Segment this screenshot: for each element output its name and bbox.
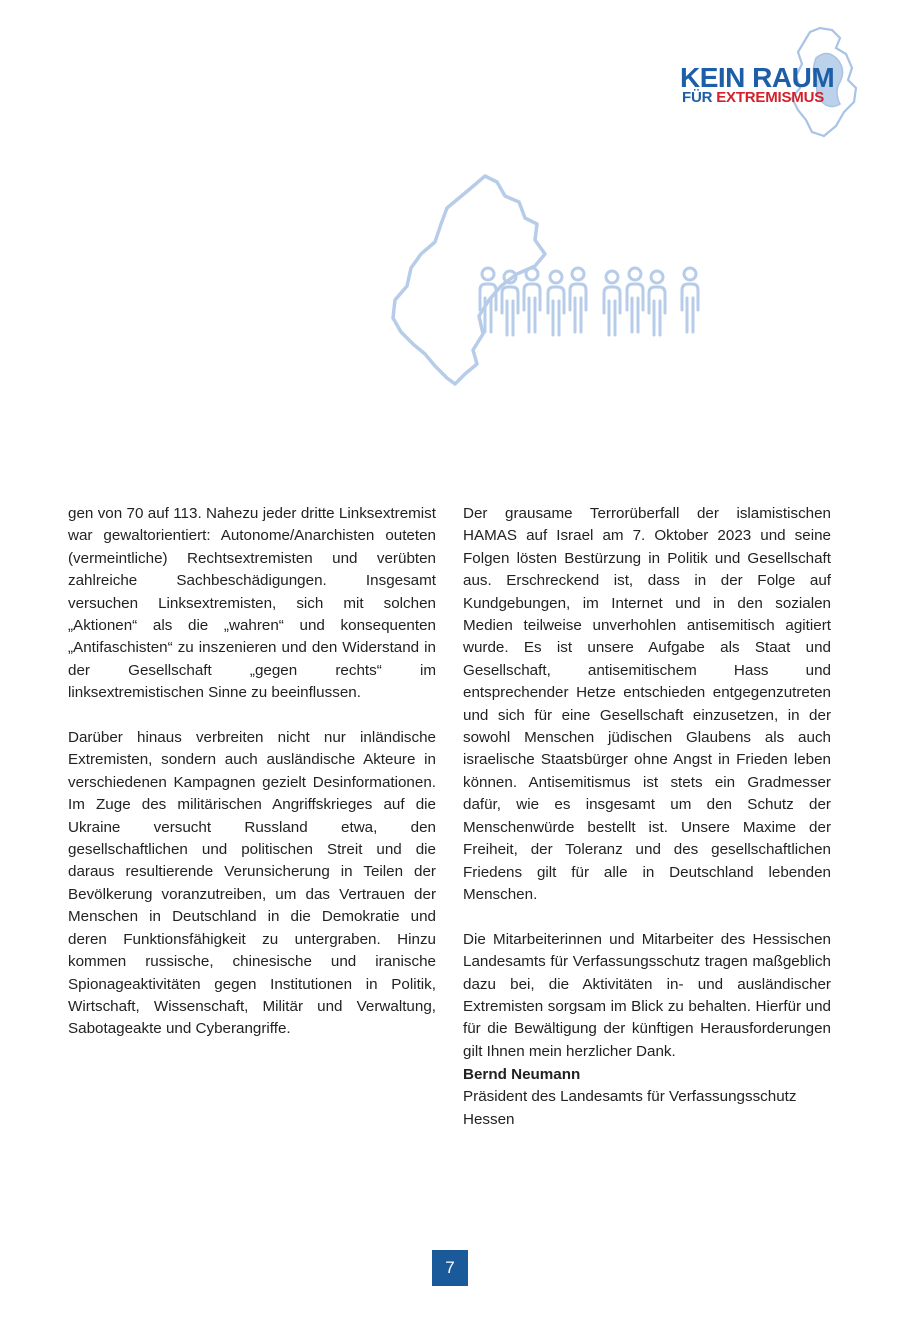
right-paragraph-2: Die Mitarbeiterinnen und Mitarbeiter des Hessischen Landesamts für Verfassungsschutz tragen maßgeblich dazu bei, die Aktivitäten in- und ausländischer Extremisten sorgsam im Blick zu behalten. Hierfür und für die Bewältigung der künftigen Herausforderungen gilt Ihnen mein herzlicher Dank.	[463, 930, 831, 1060]
person-figure	[570, 268, 586, 332]
logo-title: KEIN RAUM	[680, 62, 835, 93]
logo-subtitle-fuer: FÜR	[682, 89, 713, 106]
signature-role-line-1: Präsident des Landesamts für Verfassungsschutz	[463, 1088, 797, 1106]
logo-subtitle-extremismus: EXTREMISMUS	[716, 89, 825, 106]
left-paragraph-2: Darüber hinaus verbreiten nicht nur inländische Extremisten, sondern auch ausländische Akteure in verschiedenen Kampagnen gezielt Desinformationen. Im Zuge des militärischen Angriffskrieges auf die Ukraine versucht Russland etwa, den gesellschaftlichen und politischen Streit und die daraus resultierende Verunsicherung in Teilen der Bevölkerung voranzutreiben, um das Vertrauen der Menschen in Deutschland in die Demokratie und deren Funktionsfähigkeit zu untergraben. Hinzu kommen russische, chinesische und iranische Spionageaktivitäten gegen Institutionen in Politik, Wirtschaft, Wissenschaft, Militär und Verwaltung, Sabotageakte und Cyberangriffe.	[68, 729, 436, 1038]
person-figure	[524, 268, 540, 332]
hessen-map-with-people-icon	[385, 168, 715, 393]
signature-name: Bernd Neumann	[463, 1066, 581, 1083]
person-figure	[649, 271, 665, 335]
person-figure	[548, 271, 564, 335]
logo-subtitle	[682, 90, 824, 106]
person-figure	[604, 271, 620, 335]
right-column	[463, 503, 831, 1086]
left-paragraph-1: gen von 70 auf 113. Nahezu jeder dritte Linksextremist war gewaltorientiert: Autonome/Anarchisten outeten (vermeintliche) Rechtsextremisten und verübten zahlreiche Sachbeschädigungen. Insgesamt versuchen Linksextremisten, sich mit solchen „Aktionen“ als die „wahren“ und konsequenten „Antifaschisten“ zu inszenieren und den Widerstand in der Gesellschaft „gegen rechts“ im linksextremistischen Sinne zu beeinflussen.	[68, 505, 436, 702]
page-number: 7	[432, 1250, 468, 1286]
left-column	[68, 503, 436, 1063]
hessen-outline	[393, 176, 545, 384]
kein-raum-logo	[660, 18, 870, 148]
signature-role-line-2: Hessen	[463, 1110, 515, 1128]
person-figure	[682, 268, 698, 332]
right-paragraph-1: Der grausame Terrorüberfall der islamistischen HAMAS auf Israel am 7. Oktober 2023 und seine Folgen lösten Bestürzung in Politik und Gesellschaft aus. Erschreckend ist, dass in der Folge auf Kundgebungen, im Internet und in den sozialen Medien teilweise unverhohlen antisemitisch agitiert wurde. Es ist unsere Aufgabe als Staat und Gesellschaft, antisemitischem Hass und entsprechender Hetze entschieden entgegenzutreten und sich für eine Gesellschaft einzusetzen, in der sowohl Menschen jüdischen Glaubens als auch israelische Staatsbürger ohne Angst in Frieden leben können. Antisemitismus ist stets ein Gradmesser dafür, wie es insgesamt um den Schutz der Menschenwürde bestellt ist. Unsere Maxime der Freiheit, der Toleranz und des gesellschaftlichen Friedens gilt für alle in Deutschland lebenden Menschen.	[463, 505, 831, 903]
signature-block	[463, 1064, 843, 1131]
person-figure	[627, 268, 643, 332]
